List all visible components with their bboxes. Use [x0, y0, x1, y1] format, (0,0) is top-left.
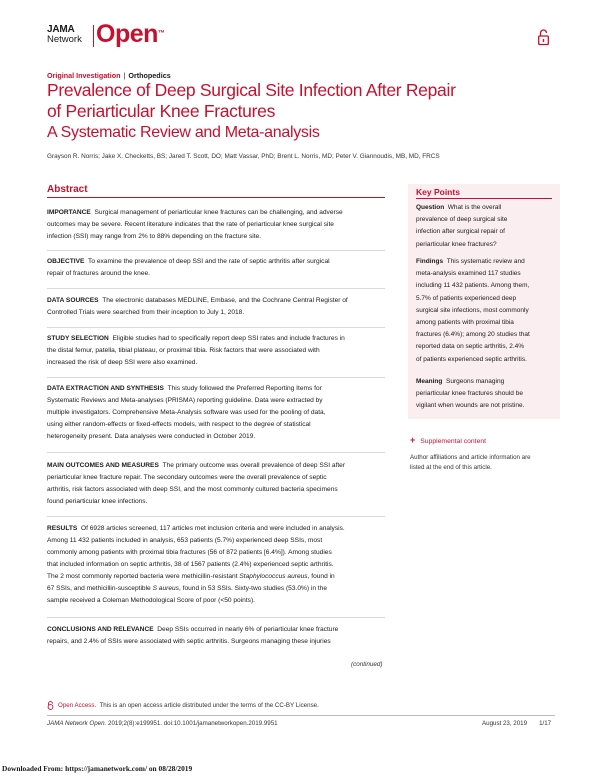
footer-rule [47, 715, 555, 716]
title-line-2: of Periarticular Knee Fractures [47, 101, 276, 121]
kp-line: infection after surgical repair of [416, 228, 505, 236]
results-line: sample received a Coleman Methodological Score of poor (<50 points). [47, 597, 255, 604]
data-sources-line: The electronic databases MEDLINE, Embase, and the Cochrane Central Register of [102, 297, 348, 304]
results-label: RESULTS [47, 525, 78, 532]
outcomes-label: MAIN OUTCOMES AND MEASURES [47, 462, 159, 469]
conclusions-label: CONCLUSIONS AND RELEVANCE [47, 626, 154, 633]
extraction-label: DATA EXTRACTION AND SYNTHESIS [47, 385, 164, 392]
objective-label: OBJECTIVE [47, 258, 85, 265]
kp-line: fractures (6.4%); among 20 studies that [416, 331, 530, 339]
subcategory-label[interactable]: Orthopedics [128, 71, 171, 80]
open-access-icon [47, 701, 54, 710]
section-divider [47, 516, 385, 517]
abstract-rule [47, 197, 385, 198]
title-line-1: Prevalence of Deep Surgical Site Infection After Repair [47, 80, 456, 100]
kp-line: 5.7% of patients experienced deep [416, 294, 517, 302]
supplemental-content-link[interactable] [410, 435, 486, 445]
kp-line: prevalence of deep surgical site [416, 216, 508, 224]
extraction-line: Systematic Reviews and Meta-analyses (PRISMA) reporting guideline. Data were extracted by [47, 397, 323, 404]
kp-line: including 11 432 patients. Among them, [416, 282, 530, 290]
question-label: Question [416, 204, 445, 211]
key-points-heading: Key Points [416, 187, 460, 197]
open-access-text: This is an open access article distributed under the terms of the CC-BY License. [99, 702, 319, 709]
importance-label: IMPORTANCE [47, 209, 91, 216]
key-points-rule [416, 198, 552, 199]
data-sources-section [47, 295, 387, 319]
logo-divider [93, 25, 94, 47]
meaning-label: Meaning [416, 378, 443, 385]
results-line: Among 11 432 patients included in analysis, 653 patients (5.7%) experienced deep SSIs, most [47, 537, 323, 544]
kp-line: surgical site infections, most commonly [416, 306, 529, 314]
continued-note: (continued) [351, 661, 383, 668]
section-divider [47, 617, 385, 618]
importance-line: Surgical management of periarticular knee fractures can be challenging, and adverse [94, 209, 343, 216]
objective-line: repair of fractures around the knee. [47, 270, 150, 277]
extraction-line: heterogeneity present. Data analyses were conducted in October 2019. [47, 433, 256, 440]
affil-line: listed at the end of this article. [410, 463, 492, 471]
results-line: Of 6928 articles screened, 117 articles met inclusion criteria and were included in analysis. [80, 525, 345, 532]
section-divider [47, 377, 385, 378]
study-selection-line: the distal femur, patella, tibial plateau, or proximal tibia. Risk factors that were associated with [47, 347, 320, 354]
supplemental-label: Supplemental content [420, 438, 487, 445]
outcomes-line: periarticular knee fracture repair. The secondary outcomes were the overall prevalence of septic [47, 474, 327, 481]
objective-line: To examine the prevalence of deep SSI and the rate of septic arthritis after surgical [88, 258, 330, 265]
key-points-question: Question What is the overall prevalence of deep surgical site infection after surgical repair of periarticular knee fractures? [416, 202, 552, 251]
conclusions-section [47, 624, 387, 648]
author-affiliations-note [410, 453, 560, 472]
logo-tm: ™ [157, 30, 165, 37]
logo-open [96, 20, 164, 48]
journal-name: JAMA Network Open. [47, 720, 107, 727]
citation-text[interactable]: 2019;2(8):e199951. doi:10.1001/jamanetworkopen.2019.9951 [108, 720, 278, 727]
key-points-meaning: Meaning Surgeons managing periarticular knee fractures should be vigilant when wounds are not pristine. [416, 376, 552, 413]
logo-open-text: Open [96, 20, 158, 48]
objective-section [47, 256, 387, 280]
data-sources-label: DATA SOURCES [47, 297, 99, 304]
section-divider [47, 288, 385, 289]
open-access-notice [58, 702, 319, 709]
article-category: Original Investigation | Orthopedics [47, 71, 171, 80]
category-label[interactable]: Original Investigation [47, 71, 121, 80]
kp-line: of patients experienced septic arthritis. [416, 355, 527, 363]
footer-date-pages [482, 720, 551, 727]
data-sources-line: Controlled Trials were searched from their inception to July 1, 2018. [47, 309, 245, 316]
kp-line: vigilant when wounds are not pristine. [416, 402, 525, 410]
results-section [47, 523, 387, 607]
outcomes-line: found periarticular knee infections. [47, 498, 148, 505]
article-title [47, 80, 567, 122]
importance-section [47, 207, 387, 243]
section-divider [47, 452, 385, 453]
importance-line: outcomes may be severe. Recent literature indicates that the rate of periarticular knee surgical site [47, 221, 334, 228]
section-divider [47, 250, 385, 251]
logo-jama: JAMA [47, 24, 75, 35]
section-divider [47, 327, 385, 328]
study-selection-line: Eligible studies had to specifically report deep SSI rates and include fractures in [112, 335, 345, 342]
logo-network: Network [47, 34, 82, 45]
affil-line: Author affiliations and article information are [410, 454, 531, 461]
key-points-findings: Findings This systematic review and meta-analysis examined 117 studies including 11 432 patients. Among them, 5.7% of patients experienced deep surgical site infections, most commonly among patients with proximal tibia fractures (6.4%); among 20 studies that reported data on septic arthritis, 2.4% of patients experienced septic arthritis. [416, 256, 552, 366]
study-selection-section [47, 333, 387, 369]
study-selection-line: increased the risk of deep SSI were also examined. [47, 359, 198, 366]
study-selection-label: STUDY SELECTION [47, 335, 109, 342]
extraction-line: multiple investigators. Comprehensive Meta-Analysis software was used for the pooling of data, [47, 409, 326, 416]
kp-line: periarticular knee fractures? [416, 240, 497, 248]
extraction-line: This study followed the Preferred Reporting Items for [167, 385, 322, 392]
outcomes-line: The primary outcome was overall prevalence of deep SSI after [162, 462, 346, 469]
importance-line: infection (SSI) may range from 2% to 88% depending on the fracture site. [47, 233, 262, 240]
kp-line: periarticular knee fractures should be [416, 390, 523, 398]
conclusions-line: Deep SSIs occurred in nearly 6% of periarticular knee fracture [157, 626, 339, 633]
page-number: 1/17 [539, 720, 552, 727]
article-subtitle: A Systematic Review and Meta-analysis [47, 124, 320, 141]
outcomes-line: arthritis, risk factors associated with deep SSI, and the most commonly cultured bacteria specimens [47, 486, 338, 493]
footer-citation [47, 720, 278, 727]
abstract-heading: Abstract [47, 184, 88, 195]
results-line: commonly among patients with proximal tibia fractures (56 of 872 patients [6.4%]). Among studies [47, 549, 332, 556]
results-line: 67 SSIs, and methicillin-susceptible S aureus, found in 53 SSIs. Sixty-two studies (53.0%) in the [47, 585, 328, 592]
results-line: The 2 most commonly reported bacteria were methicillin-resistant Staphylococcus aureus, found in [47, 573, 335, 580]
kp-line: reported data on septic arthritis, 2.4% [416, 343, 525, 351]
publication-date: August 23, 2019 [482, 720, 528, 727]
kp-line: meta-analysis examined 117 studies [416, 270, 521, 278]
plus-icon: + [410, 435, 416, 445]
author-list: Grayson R. Norris; Jake X. Checketts, BS; Jared T. Scott, DO; Matt Vassar, PhD; Brent L. Norris, MD; Peter V. Giannoudis, MB, MD, FRCS [47, 153, 440, 160]
outcomes-section [47, 460, 387, 508]
open-access-link[interactable]: Open Access. [58, 702, 97, 709]
kp-line: among patients with proximal tibia [416, 319, 514, 327]
lock-icon [538, 28, 549, 46]
extraction-section [47, 383, 387, 443]
download-stamp: Downloaded From: https://jamanetwork.com/ on 08/28/2019 [2, 764, 193, 773]
results-line: that included information on septic arthritis, 38 of 1567 patients (2.4%) experienced septic arthritis. [47, 561, 334, 568]
extraction-line: using either random-effects or fixed-effects models, with respect to the degree of statistical [47, 421, 311, 428]
conclusions-line: repairs, and 2.4% of SSIs were associated with septic arthritis. Surgeons managing these injuries [47, 638, 331, 645]
findings-label: Findings [416, 258, 444, 265]
